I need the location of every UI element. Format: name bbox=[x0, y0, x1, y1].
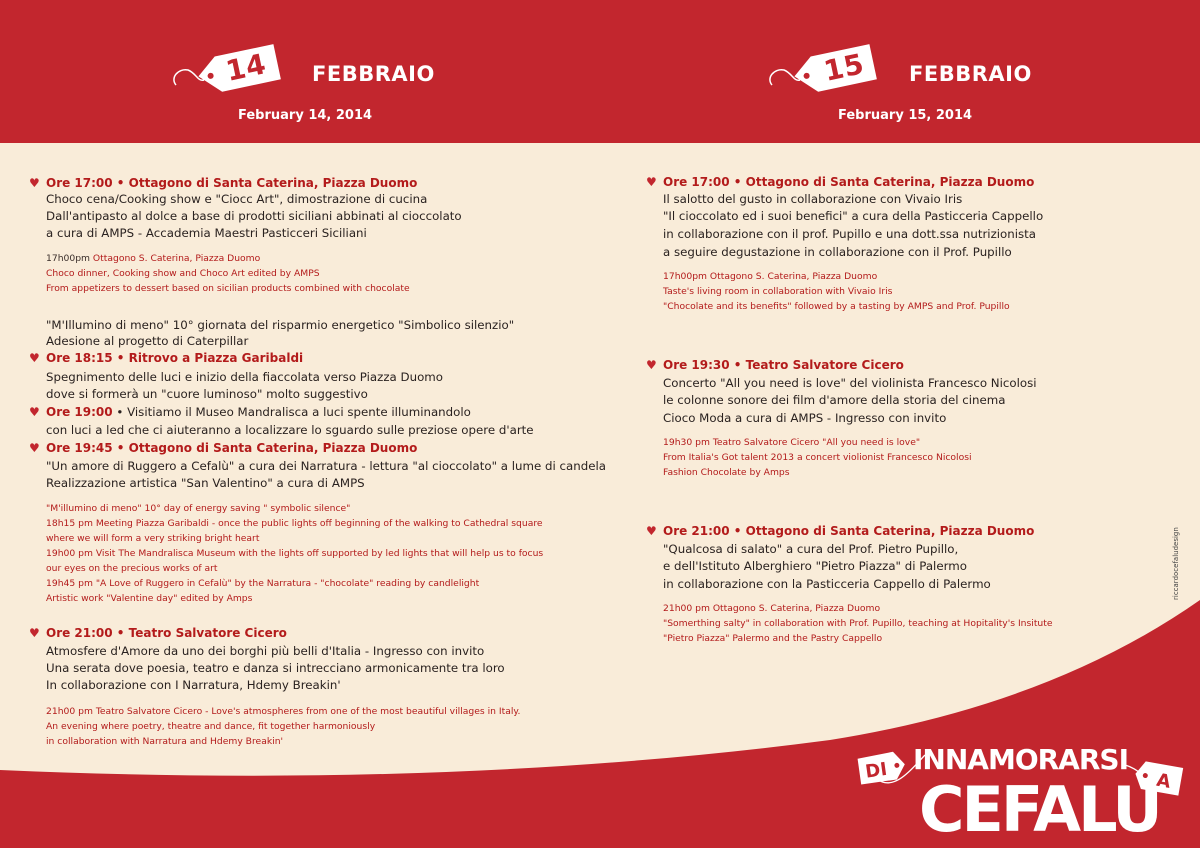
event-text: a seguire degustazione in collaborazione con il Prof. Pupillo bbox=[663, 245, 1012, 259]
day2-month: FEBBRAIO bbox=[909, 62, 1032, 86]
event-text-en: Fashion Chocolate by Amps bbox=[663, 467, 790, 478]
logo-a: A bbox=[1154, 769, 1173, 793]
heart-icon: ♥ bbox=[646, 175, 657, 189]
event-text-en: where we will form a very striking bright heart bbox=[46, 533, 260, 544]
event-text: Atmosfere d'Amore da uno dei borghi più belli d'Italia - Ingresso con invito bbox=[46, 644, 485, 658]
event-text-en: 17h00pm Ottagono S. Caterina, Piazza Duomo bbox=[46, 253, 261, 264]
event-text: "Il cioccolato ed i suoi benefici" a cura della Pasticceria Cappello bbox=[663, 209, 1044, 223]
event-heading: Ore 19:00 • Visitiamo il Museo Mandralisca a luci spente illuminandolo bbox=[46, 405, 471, 419]
event-text: Adesione al progetto di Caterpillar bbox=[46, 334, 249, 348]
event-text: Spegnimento delle luci e inizio della fiaccolata verso Piazza Duomo bbox=[46, 370, 444, 384]
event-text-en: 17h00pm Ottagono S. Caterina, Piazza Duomo bbox=[663, 271, 878, 282]
day2-tag-number: 15 bbox=[821, 47, 867, 88]
day1-date: February 14, 2014 bbox=[238, 108, 373, 123]
event-text: in collaborazione con la Pasticceria Cappello di Palermo bbox=[663, 577, 991, 591]
event-text: Concerto "All you need is love" del violinista Francesco Nicolosi bbox=[663, 376, 1037, 390]
day2-date: February 15, 2014 bbox=[838, 108, 973, 123]
event-text: In collaborazione con I Narratura, Hdemy Breakin' bbox=[46, 678, 341, 692]
innamorarsi-logo bbox=[855, 735, 1195, 845]
event-heading: Ore 17:00 • Ottagono di Santa Caterina, Piazza Duomo bbox=[46, 176, 418, 190]
event-text-en: Taste's living room in collaboration with Vivaio Iris bbox=[663, 286, 893, 297]
event-text: "M'Illumino di meno" 10° giornata del risparmio energetico "Simbolico silenzio" bbox=[46, 318, 515, 332]
event-text-en: 19h30 pm Teatro Salvatore Cicero "All you need is love" bbox=[663, 437, 921, 448]
event-text: "Un amore di Ruggero a Cefalù" a cura dei Narratura - lettura "al cioccolato" a lume di candela bbox=[46, 459, 606, 473]
event-text: Una serata dove poesia, teatro e danza si intrecciano armonicamente tra loro bbox=[46, 661, 505, 675]
event-text: Realizzazione artistica "San Valentino" a cura di AMPS bbox=[46, 476, 365, 490]
event-text-en: An evening where poetry, theatre and dance, fit together harmoniously bbox=[46, 721, 376, 732]
event-text-en: 21h00 pm Teatro Salvatore Cicero - Love's atmospheres from one of the most beautiful villages in Italy. bbox=[46, 706, 521, 717]
heart-icon: ♥ bbox=[29, 351, 40, 365]
event-heading: Ore 21:00 • Teatro Salvatore Cicero bbox=[46, 626, 287, 640]
event-text-en: Artistic work "Valentine day" edited by Amps bbox=[46, 593, 253, 604]
event-text-en: From appetizers to dessert based on sicilian products combined with chocolate bbox=[46, 283, 410, 294]
designer-credit: riccardocefaludesign bbox=[1172, 527, 1180, 600]
logo-di: DI bbox=[864, 758, 889, 783]
event-text: in collaborazione con il prof. Pupillo e una dott.ssa nutrizionista bbox=[663, 227, 1037, 241]
logo-top: INNAMORARSI bbox=[913, 743, 1128, 776]
heart-icon: ♥ bbox=[29, 176, 40, 190]
event-heading: Ore 19:30 • Teatro Salvatore Cicero bbox=[663, 358, 904, 372]
event-heading: Ore 18:15 • Ritrovo a Piazza Garibaldi bbox=[46, 351, 304, 365]
event-text-en: in collaboration with Narratura and Hdemy Breakin' bbox=[46, 736, 284, 747]
event-text-en: 18h15 pm Meeting Piazza Garibaldi - once the public lights off beginning of the walking to Cathedral square bbox=[46, 518, 543, 529]
event-text: le colonne sonore dei film d'amore della storia del cinema bbox=[663, 393, 1006, 407]
event-text-en: From Italia's Got talent 2013 a concert violionist Francesco Nicolosi bbox=[663, 452, 972, 463]
heart-icon: ♥ bbox=[29, 405, 40, 419]
event-heading: Ore 19:45 • Ottagono di Santa Caterina, Piazza Duomo bbox=[46, 441, 418, 455]
event-text: Il salotto del gusto in collaborazione con Vivaio Iris bbox=[663, 192, 963, 206]
event-text-en: "Chocolate and its benefits" followed by a tasting by AMPS and Prof. Pupillo bbox=[663, 301, 1010, 312]
heart-icon: ♥ bbox=[646, 524, 657, 538]
event-text: con luci a led che ci aiuteranno a localizzare lo sguardo sulle preziose opere d'arte bbox=[46, 423, 534, 437]
event-text: "Qualcosa di salato" a cura del Prof. Pietro Pupillo, bbox=[663, 542, 959, 556]
event-heading: Ore 21:00 • Ottagono di Santa Caterina, Piazza Duomo bbox=[663, 524, 1035, 538]
event-text-en: "M'illumino di meno" 10° day of energy saving " symbolic silence" bbox=[46, 503, 351, 514]
heart-icon: ♥ bbox=[29, 626, 40, 640]
event-text-en: 19h00 pm Visit The Mandralisca Museum with the lights off supported by led lights that will help us to focus bbox=[46, 548, 544, 559]
heart-icon: ♥ bbox=[646, 358, 657, 372]
event-text-en: 21h00 pm Ottagono S. Caterina, Piazza Duomo bbox=[663, 603, 881, 614]
event-text: e dell'Istituto Alberghiero "Pietro Piazza" di Palermo bbox=[663, 559, 967, 573]
event-heading: Ore 17:00 • Ottagono di Santa Caterina, Piazza Duomo bbox=[663, 175, 1035, 189]
day1-month: FEBBRAIO bbox=[312, 62, 435, 86]
event-text: Cioco Moda a cura di AMPS - Ingresso con invito bbox=[663, 411, 947, 425]
event-text-en: "Somerthing salty" in collaboration with Prof. Pupillo, teaching at Hopitality's Insitute bbox=[663, 618, 1053, 629]
event-text-en: "Pietro Piazza" Palermo and the Pastry Cappello bbox=[663, 633, 883, 644]
event-text: Dall'antipasto al dolce a base di prodotti siciliani abbinati al cioccolato bbox=[46, 209, 462, 223]
event-text-en: our eyes on the precious works of art bbox=[46, 563, 218, 574]
logo-city: CEFALU bbox=[919, 773, 1160, 845]
event-text-en: Choco dinner, Cooking show and Choco Art edited by AMPS bbox=[46, 268, 320, 279]
event-text-en: 19h45 pm "A Love of Ruggero in Cefalù" by the Narratura - "chocolate" reading by candlelight bbox=[46, 578, 480, 589]
day1-tag-number: 14 bbox=[223, 47, 269, 88]
event-text: Choco cena/Cooking show e "Ciocc Art", dimostrazione di cucina bbox=[46, 192, 428, 206]
event-text: a cura di AMPS - Accademia Maestri Pasticceri Siciliani bbox=[46, 226, 367, 240]
heart-icon: ♥ bbox=[29, 441, 40, 455]
event-text: dove si formerà un "cuore luminoso" molto suggestivo bbox=[46, 387, 368, 401]
